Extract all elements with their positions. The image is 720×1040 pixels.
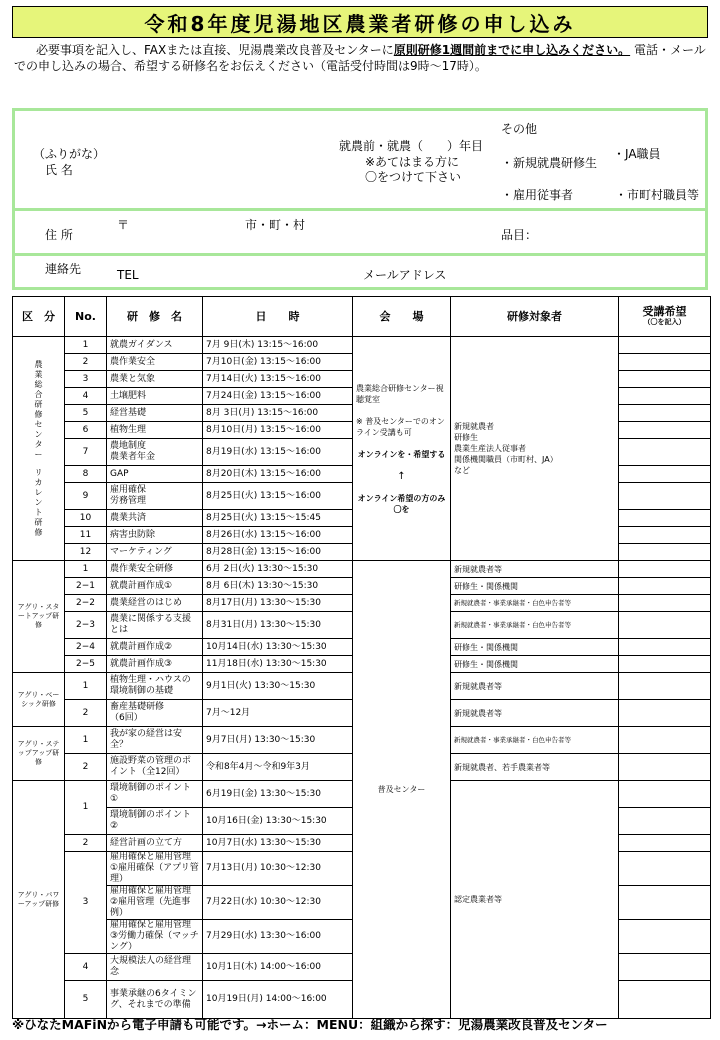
- row-no: 11: [65, 527, 107, 544]
- shuno-note-1: ※あてはまる方に: [365, 155, 460, 169]
- header-venue: 会 場: [353, 297, 451, 337]
- row-no: 1: [65, 673, 107, 700]
- wish-cell[interactable]: [619, 754, 711, 781]
- row-date: 8月17日(月) 13:30〜15:30: [203, 595, 353, 612]
- row-name: 雇用確保と雇用管理①雇用確保（アプリ管理）: [107, 852, 203, 886]
- wish-cell[interactable]: [619, 639, 711, 656]
- row-name: 農業と気象: [107, 371, 203, 388]
- row-date: 7月24日(金) 13:15〜16:00: [203, 388, 353, 405]
- group-stepup: アグリ・ステップアップ研修: [13, 727, 65, 781]
- row-name: 就農ガイダンス: [107, 337, 203, 354]
- row-date: 10月1日(木) 14:00〜16:00: [203, 954, 353, 981]
- row-no: 1: [65, 337, 107, 354]
- row-name: 就農計画作成①: [107, 578, 203, 595]
- wish-cell[interactable]: [619, 405, 711, 422]
- row-name: 就農計画作成②: [107, 639, 203, 656]
- row-target: 新規就農者等: [451, 700, 619, 727]
- wish-sub: （〇を記入）: [643, 318, 686, 326]
- row-name: 農業共済: [107, 510, 203, 527]
- target-recurrent: 新規就農者 研修生 農業生産法人従事者 関係機関職員（市町村、JA） など: [451, 337, 619, 561]
- wish-cell[interactable]: [619, 852, 711, 886]
- row-name: 植物生理・ハウスの環境制御の基礎: [107, 673, 203, 700]
- name-row: [15, 111, 705, 211]
- row-target: 研修生・関係機関: [451, 656, 619, 673]
- row-name: 病害虫防除: [107, 527, 203, 544]
- table-row: [13, 561, 711, 578]
- group-startup: アグリ・スタートアップ研修: [13, 561, 65, 673]
- wish-cell[interactable]: [619, 612, 711, 639]
- row-no: 1: [65, 727, 107, 754]
- header-name: 研 修 名: [107, 297, 203, 337]
- city-label[interactable]: 市・町・村: [245, 218, 306, 232]
- row-date: 10月14日(水) 13:30〜15:30: [203, 639, 353, 656]
- row-date: 7月14日(火) 13:15〜16:00: [203, 371, 353, 388]
- wish-cell[interactable]: [619, 700, 711, 727]
- wish-title: 受講希望: [642, 305, 687, 318]
- row-date: 11月18日(水) 13:30〜15:30: [203, 656, 353, 673]
- row-no: 2: [65, 835, 107, 852]
- table-row: [13, 337, 711, 354]
- header-no: No.: [65, 297, 107, 337]
- row-name: 事業承継の6タイミング、それまでの準備: [107, 981, 203, 1019]
- wish-cell[interactable]: [619, 595, 711, 612]
- wish-cell[interactable]: [619, 466, 711, 483]
- wish-cell[interactable]: [619, 354, 711, 371]
- wish-cell[interactable]: [619, 337, 711, 354]
- group-basic: アグリ・ベーシック研修: [13, 673, 65, 727]
- venue-center-text: 農業総合研修センター視聴覚室: [356, 383, 444, 404]
- row-name: 畜産基礎研修 （6回）: [107, 700, 203, 727]
- wish-cell[interactable]: [619, 439, 711, 466]
- wish-cell[interactable]: [619, 808, 711, 835]
- group-powerup: アグリ・パワーアップ研修: [13, 781, 65, 1019]
- row-name: 農地制度 農業者年金: [107, 439, 203, 466]
- row-no: 5: [65, 981, 107, 1019]
- venue-fukyu: 普及センター: [353, 561, 451, 1019]
- row-no: 8: [65, 466, 107, 483]
- employee-option[interactable]: ・雇用従事者: [501, 188, 574, 202]
- row-date: 6月 2日(火) 13:30〜15:30: [203, 561, 353, 578]
- row-no: 2: [65, 700, 107, 727]
- row-target: 新規就農者等: [451, 561, 619, 578]
- row-date: 8月31日(月) 13:30〜15:30: [203, 612, 353, 639]
- row-no: 4: [65, 954, 107, 981]
- row-no: 3: [65, 371, 107, 388]
- intro-part2: 電話・メールでの申し込みの場合、希望する研修名をお伝えください（電話受付時間は9時〜17時）。: [14, 43, 706, 73]
- row-name: 就農計画作成③: [107, 656, 203, 673]
- city-official-option[interactable]: ・市町村職員等: [615, 188, 700, 202]
- wish-cell[interactable]: [619, 781, 711, 808]
- venue-online-wish: オンライン希望の方のみ〇を: [357, 493, 446, 514]
- row-name: 我が家の経営は安全？: [107, 727, 203, 754]
- row-date: 7月 9日(木) 13:15〜16:00: [203, 337, 353, 354]
- header-datetime: 日 時: [203, 297, 353, 337]
- venue-center: [353, 337, 451, 561]
- row-date: 7月22日(水) 10:30〜12:30: [203, 886, 353, 920]
- row-date: 10月7日(水) 13:30〜15:30: [203, 835, 353, 852]
- wish-cell[interactable]: [619, 578, 711, 595]
- row-target: 新規就農者等: [451, 673, 619, 700]
- row-no: 3: [65, 852, 107, 954]
- row-no: 9: [65, 483, 107, 510]
- row-date: 6月19日(金) 13:30〜15:30: [203, 781, 353, 808]
- header-target: 研修対象者: [451, 297, 619, 337]
- row-target: 新規就農者・事業承継者・白色申告者等: [451, 612, 619, 639]
- contact-row: [15, 259, 705, 287]
- row-no: 2−4: [65, 639, 107, 656]
- intro-text: [14, 42, 708, 74]
- row-date: 10月16日(金) 13:30〜15:30: [203, 808, 353, 835]
- row-no: 2−5: [65, 656, 107, 673]
- row-name: 土壌肥料: [107, 388, 203, 405]
- row-name: 雇用確保と雇用管理②雇用管理（先進事例）: [107, 886, 203, 920]
- row-name: 植物生理: [107, 422, 203, 439]
- row-date: 8月25日(火) 13:15〜15:45: [203, 510, 353, 527]
- row-name: 環境制御のポイント②: [107, 808, 203, 835]
- row-date: 7月13日(月) 10:30〜12:30: [203, 852, 353, 886]
- row-name: 経営計画の立て方: [107, 835, 203, 852]
- tel-label[interactable]: TEL: [117, 268, 139, 282]
- contact-label: 連絡先: [45, 262, 82, 276]
- row-no: 1: [65, 781, 107, 835]
- shuno-label[interactable]: 就農前・就農（ ）年目: [339, 139, 484, 153]
- row-name: マーケティング: [107, 544, 203, 561]
- row-name: 農業に関係する支援とは: [107, 612, 203, 639]
- venue-online-note: ※ 普及センターでのオンライン受講も可: [356, 416, 445, 437]
- training-schedule-table: [12, 296, 711, 1019]
- row-no: 12: [65, 544, 107, 561]
- row-date: 9月1日(火) 13:30〜15:30: [203, 673, 353, 700]
- wish-cell[interactable]: [619, 510, 711, 527]
- row-name: 農作業安全研修: [107, 561, 203, 578]
- row-date: 8月19日(水) 13:15〜16:00: [203, 439, 353, 466]
- row-no: 2: [65, 754, 107, 781]
- row-no: 2−3: [65, 612, 107, 639]
- row-target: 新規就農者、若手農業者等: [451, 754, 619, 781]
- row-name: 施設野菜の管理のポイント（全12回）: [107, 754, 203, 781]
- row-no: 6: [65, 422, 107, 439]
- row-date: 7月〜12月: [203, 700, 353, 727]
- row-target: 研修生・関係機関: [451, 578, 619, 595]
- wish-cell[interactable]: [619, 835, 711, 852]
- target-certified: 認定農業者等: [451, 781, 619, 1019]
- table-header-row: [13, 297, 711, 337]
- row-date: 8月26日(水) 13:15〜16:00: [203, 527, 353, 544]
- row-name: 大規模法人の経営理念: [107, 954, 203, 981]
- header-category: 区 分: [13, 297, 65, 337]
- row-name: 経営基礎: [107, 405, 203, 422]
- row-no: 1: [65, 561, 107, 578]
- row-date: 令和8年4月〜令和9年3月: [203, 754, 353, 781]
- row-date: 8月 3日(月) 13:15〜16:00: [203, 405, 353, 422]
- wish-cell[interactable]: [619, 981, 711, 1019]
- row-no: 2−1: [65, 578, 107, 595]
- wish-cell[interactable]: [619, 544, 711, 561]
- row-date: 9月7日(月) 13:30〜15:30: [203, 727, 353, 754]
- up-arrow-icon: ↑: [397, 470, 406, 482]
- row-date: 8月20日(木) 13:15〜16:00: [203, 466, 353, 483]
- row-name: 環境制御のポイント①: [107, 781, 203, 808]
- wish-cell[interactable]: [619, 656, 711, 673]
- row-date: 7月29日(水) 13:30〜16:00: [203, 920, 353, 954]
- row-name: 雇用確保 労務管理: [107, 483, 203, 510]
- wish-cell[interactable]: [619, 527, 711, 544]
- group-recurrent-text: 農 業 総 合 研 修 セ ン タ ー リ カ レ ン ト 研 修: [34, 359, 43, 537]
- row-no: 7: [65, 439, 107, 466]
- row-date: 7月10日(金) 13:15〜16:00: [203, 354, 353, 371]
- row-name: 農業経営のはじめ: [107, 595, 203, 612]
- wish-cell[interactable]: [619, 886, 711, 920]
- page-title: 令和8年度児湯地区農業者研修の申し込み: [12, 6, 708, 38]
- ja-option[interactable]: ・JA職員: [613, 147, 661, 161]
- other-label: その他: [501, 122, 538, 136]
- new-trainee-option[interactable]: ・新規就農研修生: [501, 156, 598, 170]
- application-form: [12, 108, 708, 290]
- wish-cell[interactable]: [619, 673, 711, 700]
- wish-cell[interactable]: [619, 727, 711, 754]
- row-no: 10: [65, 510, 107, 527]
- item-label[interactable]: 品目：: [501, 228, 538, 242]
- mail-label[interactable]: メールアドレス: [363, 268, 447, 282]
- row-date: 8月25日(火) 13:15〜16:00: [203, 483, 353, 510]
- wish-cell[interactable]: [619, 483, 711, 510]
- row-target: 新規就農者・事業承継者・白色申告者等: [451, 727, 619, 754]
- wish-cell[interactable]: [619, 561, 711, 578]
- row-name: 雇用確保と雇用管理③労働力確保（マッチング）: [107, 920, 203, 954]
- venue-online-mark[interactable]: オンラインを・希望する: [357, 449, 446, 459]
- row-date: 10月19日(月) 14:00〜16:00: [203, 981, 353, 1019]
- postal-mark[interactable]: 〒: [117, 218, 130, 232]
- row-date: 8月10日(月) 13:15〜16:00: [203, 422, 353, 439]
- footer-note[interactable]: ※ひなたMAFiNから電子申請も可能です。→ホーム：MENU：組織から探す：児湯農業改良普及センター: [12, 1017, 608, 1032]
- intro-part1: 必要事項を記入し、FAXまたは直接、児湯農業改良普及センターに: [36, 43, 394, 57]
- wish-cell[interactable]: [619, 388, 711, 405]
- shuno-note-2: 〇をつけて下さい: [365, 170, 462, 184]
- row-target: 研修生・関係機関: [451, 639, 619, 656]
- wish-cell[interactable]: [619, 954, 711, 981]
- row-date: 8月28日(金) 13:15〜16:00: [203, 544, 353, 561]
- wish-cell[interactable]: [619, 371, 711, 388]
- row-target: 新規就農者・事業承継者・白色申告者等: [451, 595, 619, 612]
- furigana-label: （ふりがな）: [33, 147, 106, 161]
- row-date: 8月 6日(木) 13:30〜15:30: [203, 578, 353, 595]
- row-name: 農作業安全: [107, 354, 203, 371]
- row-name: GAP: [107, 466, 203, 483]
- name-label: 氏 名: [45, 163, 73, 177]
- row-no: 2: [65, 354, 107, 371]
- wish-cell[interactable]: [619, 422, 711, 439]
- row-no: 4: [65, 388, 107, 405]
- group-recurrent: [13, 337, 65, 561]
- wish-cell[interactable]: [619, 920, 711, 954]
- address-label: 住 所: [45, 228, 73, 242]
- address-row: [15, 214, 705, 256]
- header-wish: [619, 297, 711, 337]
- row-no: 2−2: [65, 595, 107, 612]
- intro-deadline: 原則研修1週間前までに申し込みください。: [393, 43, 631, 57]
- row-no: 5: [65, 405, 107, 422]
